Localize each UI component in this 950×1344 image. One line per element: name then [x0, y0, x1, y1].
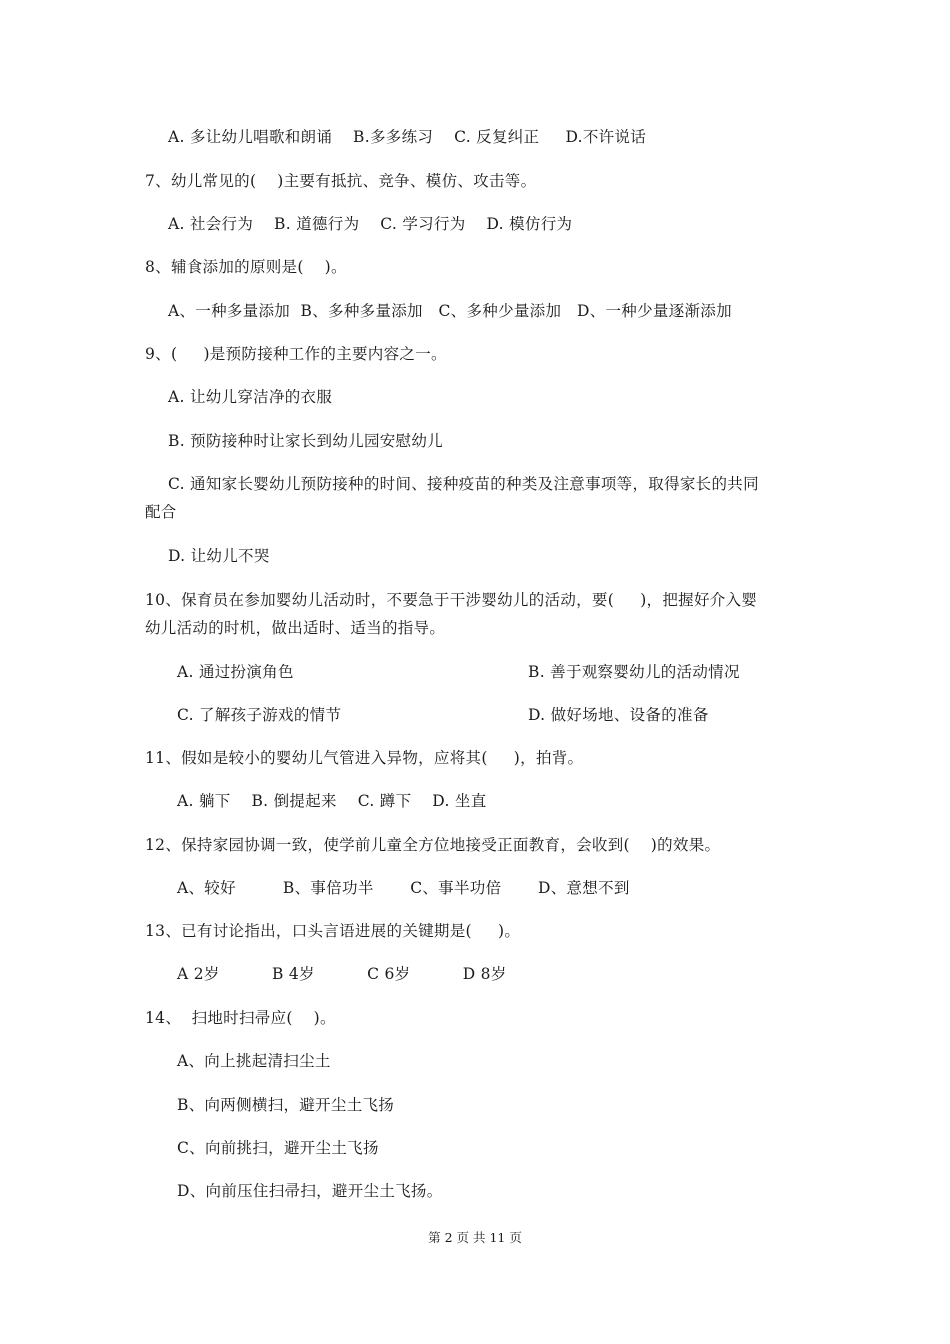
q8-stem: 8、辅食添加的原则是( )。 — [145, 258, 347, 276]
q13-options: A 2岁 B 4岁 C 6岁 D 8岁 — [177, 965, 507, 983]
q10-option-b: B. 善于观察婴幼儿的活动情况 — [528, 663, 740, 681]
q12-options: A、较好 B、事倍功半 C、事半功倍 D、意想不到 — [177, 879, 630, 897]
q11-options: A. 躺下 B. 倒提起来 C. 蹲下 D. 坐直 — [177, 792, 487, 810]
q14-option-b: B、向两侧横扫，避开尘土飞扬 — [177, 1096, 395, 1114]
q14-option-d: D、向前压住扫帚扫，避开尘土飞扬。 — [177, 1182, 443, 1200]
q9-option-b: B. 预防接种时让家长到幼儿园安慰幼儿 — [168, 432, 443, 450]
q14-option-c: C、向前挑扫，避开尘土飞扬 — [177, 1139, 379, 1157]
q7-stem: 7、幼儿常见的( )主要有抵抗、竞争、模仿、攻击等。 — [145, 172, 537, 190]
page-footer: 第 2 页 共 11 页 — [428, 1230, 522, 1245]
q9-option-d: D. 让幼儿不哭 — [168, 547, 270, 565]
q10-stem-cont: 幼儿活动的时机，做出适时、适当的指导。 — [145, 619, 446, 637]
q10-option-a: A. 通过扮演角色 — [177, 663, 294, 681]
q8-options: A、一种多量添加 B、多种多量添加 C、多种少量添加 D、一种少量逐渐添加 — [168, 302, 732, 320]
q9-option-c-cont: 配合 — [145, 503, 177, 521]
q10-option-d: D. 做好场地、设备的准备 — [528, 706, 709, 724]
q10-stem: 10、保育员在参加婴幼儿活动时，不要急于干涉婴幼儿的活动，要( )，把握好介入婴 — [145, 591, 758, 609]
q7-options: A. 社会行为 B. 道德行为 C. 学习行为 D. 模仿行为 — [168, 215, 573, 233]
q13-stem: 13、已有讨论指出，口头言语进展的关键期是( )。 — [145, 922, 521, 940]
q10-option-c: C. 了解孩子游戏的情节 — [177, 706, 342, 724]
q9-option-c: C. 通知家长婴幼儿预防接种的时间、接种疫苗的种类及注意事项等，取得家长的共同 — [168, 475, 759, 493]
q6-options: A. 多让幼儿唱歌和朗诵 B.多多练习 C. 反复纠正 D.不许说话 — [168, 128, 647, 146]
q12-stem: 12、保持家园协调一致，使学前儿童全方位地接受正面教育，会收到( )的效果。 — [145, 836, 721, 854]
q11-stem: 11、假如是较小的婴幼儿气管进入异物，应将其( )，拍背。 — [145, 749, 584, 767]
q14-option-a: A、向上挑起清扫尘土 — [177, 1052, 331, 1070]
q9-stem: 9、( )是预防接种工作的主要内容之一。 — [145, 345, 447, 363]
q14-stem: 14、 扫地时扫帚应( )。 — [145, 1009, 336, 1027]
q9-option-a: A. 让幼儿穿洁净的衣服 — [168, 388, 333, 406]
